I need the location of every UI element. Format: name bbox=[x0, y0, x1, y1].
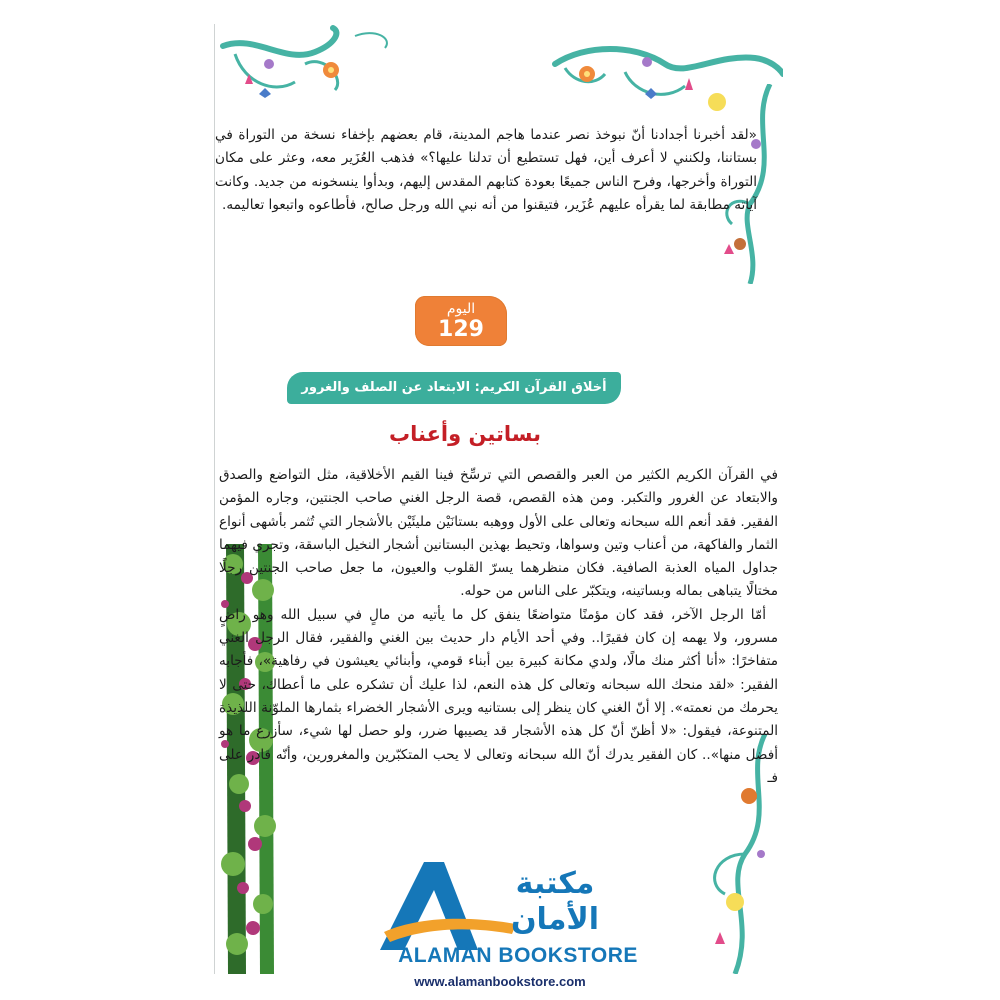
story-title: بساتين وأعناب bbox=[389, 422, 541, 446]
topic-ribbon: أخلاق القرآن الكريم: الابتعاد عن الصلف والغرور bbox=[287, 372, 621, 404]
story-body bbox=[219, 464, 778, 790]
story-paragraph-2: أمّا الرجل الآخر، فقد كان مؤمنًا متواضعًا ينفق كل ما يأتيه من مالٍ في سبيل الله وهو راضٍ مسرور، ولا يهمه إن كان فقيرًا.. وفي أحد الأيام دار حديث بين الغني والفقير، فقال الرجل الغني متفاخرًا: «أنا أكثر منك مالًا، ولدي مكانة كبيرة بين أبناء قومي، وأبنائي يعيشون في رفاهية»، فأجابه الفقير: «لقد منحك الله سبحانه وتعالى كل هذه النعم، لذا عليك أن تشكره على ما أعطاك، حتى لا يحرمك من نعمته». إلا أنّ الغني كان ينظر إلى بستانيه ويرى الأشجار الخضراء بثمارها الملوّنة اللذيذة المتنوعة، فيقول: «لا أظنّ أنّ كل هذه الأشجار قد يصيبها ضرر، ولو حصل لها شيء، سأزرع ما هو أفضل منها».. كان الفقير يدرك أنّ الله سبحانه وتعالى لا يحب المتكبّرين والمغرورين، وأنّه قادر على فـ bbox=[219, 606, 778, 786]
previous-story-ending: «لقد أخبرنا أجدادنا أنّ نبوخذ نصر عندما هاجم المدينة، قام بعضهم بإخفاء نسخة من التوراة في بستاننا، ولكنني لا أعرف أين، فهل تستطيع أن تدلنا عليها؟» فذهب العُزَير معه، وعثر على مكان التوراة وأخرجها، وفرح الناس جميعًا بعودة كتابهم المقدس إليهم، وبدأوا ينسخونه من جديد. وكانت آياته مطابقة لما يقرأه عليهم عُزَير، فتيقنوا من أنه نبي الله ورجل صالح، فأطاعوه واتبعوا تعاليمه. bbox=[215, 127, 757, 213]
book-page bbox=[214, 24, 783, 974]
day-label: اليوم bbox=[446, 301, 476, 317]
bookstore-arabic-name: مكتبة الأمان bbox=[510, 866, 600, 937]
day-badge bbox=[415, 296, 507, 346]
story-paragraph-1: في القرآن الكريم الكثير من العبر والقصص التي ترسِّخ فينا القيم الأخلاقية، مثل التواضع والصدق والابتعاد عن الغرور والتكبر. ومن هذه القصص، قصة الرجل الغني صاحب الجنتين، وجاره المؤمن الفقير. فقد أنعم الله سبحانه وتعالى على الأول ووهبه بستانَيْن مليئَيْن بالأشجار التي تُثمر بأشهى أنواع الثمار والفاكهة، من أعناب وتين وسواها، وتحيط بهذين البستانين أشجار النخيل الباسقة، وتجري فيهما جداول المياه العذبة الصافية. فكان منظرهما يسرّ القلوب والعيون، ما جعل صاحب الجنتين رجلًا مختالًا يتباهى بماله وبساتينه، ويتكبّر على الناس من حوله. bbox=[219, 467, 778, 600]
bookstore-english-name: ALAMAN BOOKSTORE bbox=[398, 944, 638, 967]
day-number: 129 bbox=[438, 317, 484, 342]
bookstore-website[interactable]: www.alamanbookstore.com bbox=[414, 974, 586, 989]
